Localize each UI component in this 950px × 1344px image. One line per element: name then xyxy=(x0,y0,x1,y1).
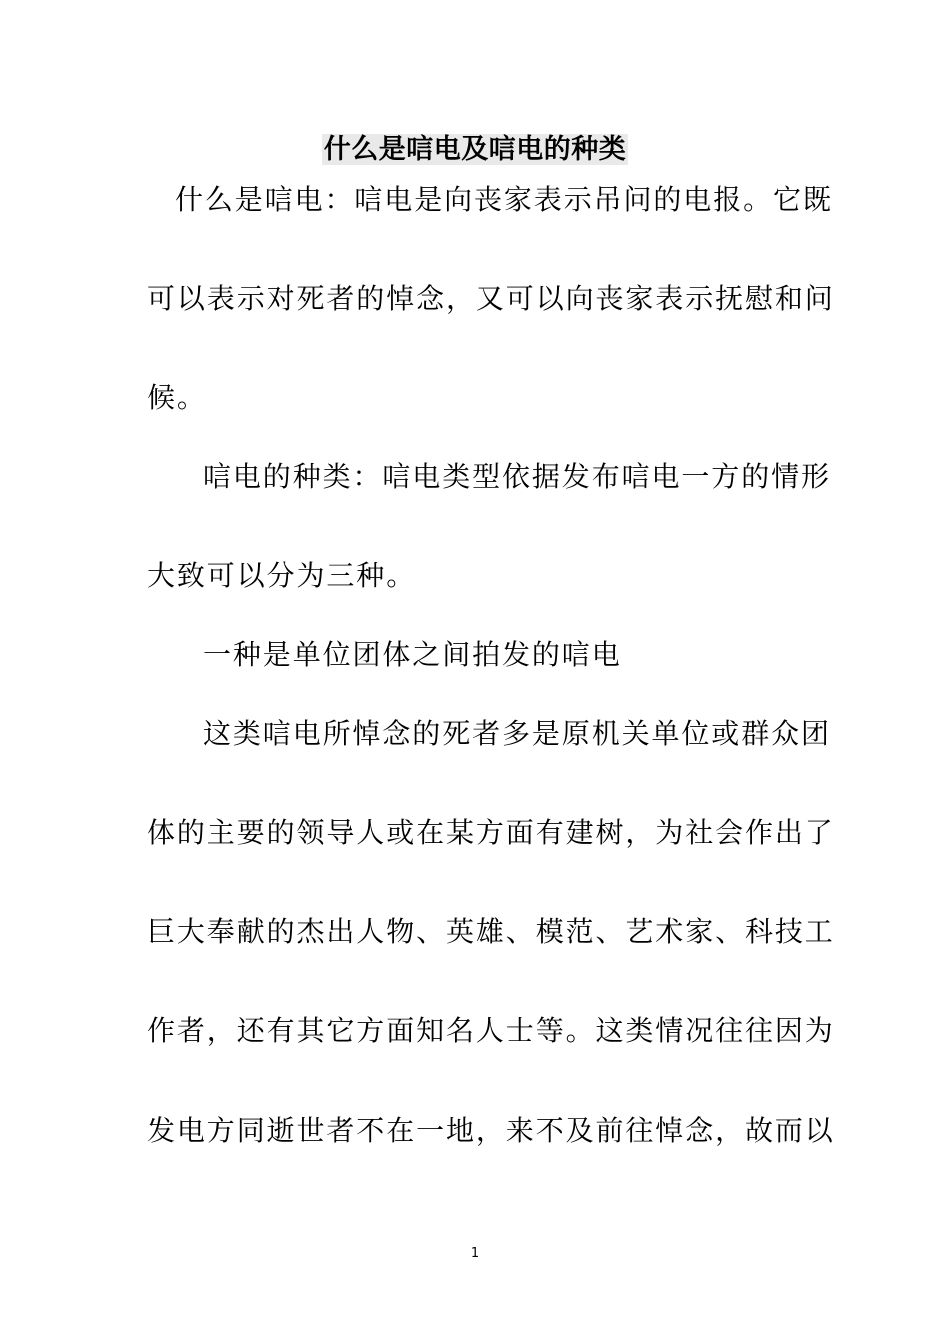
paragraph-line-8: 体的主要的领导人或在某方面有建树，为社会作出了 xyxy=(147,816,835,849)
paragraph-line-9: 巨大奉献的杰出人物、英雄、模范、艺术家、科技工 xyxy=(147,915,835,948)
paragraph-line-4: 唁电的种类：唁电类型依据发布唁电一方的情形 xyxy=(203,460,831,493)
paragraph-line-5: 大致可以分为三种。 xyxy=(147,559,417,592)
paragraph-line-7: 这类唁电所悼念的死者多是原机关单位或群众团 xyxy=(203,717,831,750)
page-number: 1 xyxy=(470,1246,480,1261)
paragraph-line-11: 发电方同逝世者不在一地，来不及前往悼念，故而以 xyxy=(147,1114,835,1147)
paragraph-line-6: 一种是单位团体之间拍发的唁电 xyxy=(203,638,622,671)
paragraph-line-10: 作者，还有其它方面知名人士等。这类情况往往因为 xyxy=(147,1014,835,1047)
document-title-text: 什么是唁电及唁电的种类 xyxy=(323,134,627,165)
paragraph-line-1: 什么是唁电：唁电是向丧家表示吊问的电报。它既 xyxy=(175,183,833,216)
document-title xyxy=(0,132,950,168)
paragraph-line-2: 可以表示对死者的悼念，又可以向丧家表示抚慰和问 xyxy=(147,282,835,315)
paragraph-line-3: 候。 xyxy=(147,381,207,414)
